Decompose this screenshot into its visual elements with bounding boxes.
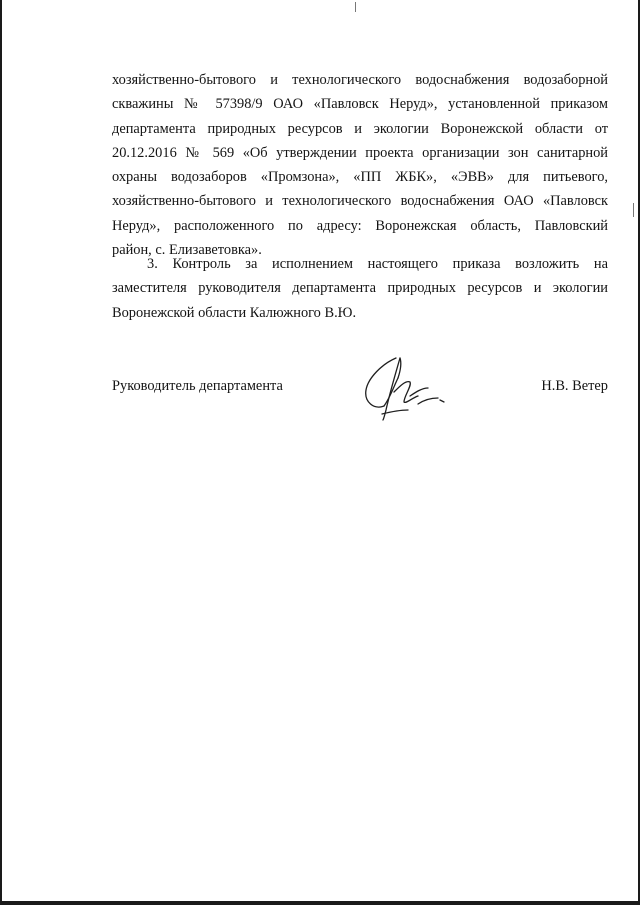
paragraph-line: хозяйственно-бытового и технологического водоснабжения ОАО «Павловск (112, 193, 608, 210)
paragraph-continuation (112, 68, 608, 262)
handwritten-signature (360, 352, 460, 424)
scan-edge-bottom (0, 901, 640, 905)
paragraph-line: департамента природных ресурсов и экологии Воронежской области от (112, 120, 608, 137)
paragraph-line: скважины № 57398/9 ОАО «Павловск Неруд», установленной приказом (112, 96, 608, 113)
paragraph-line: заместителя руководителя департамента природных ресурсов и экологии (112, 280, 608, 297)
paragraph-line: Воронежской области Калюжного В.Ю. (112, 304, 357, 321)
scan-edge-left (0, 0, 2, 905)
paragraph-line: район, с. Елизаветовка». (112, 242, 262, 259)
paragraph-line: 20.12.2016 № 569 «Об утверждении проекта организации зон санитарной (112, 144, 608, 161)
paragraph-line: Неруд», расположенного по адресу: Воронежская область, Павловский (112, 217, 608, 234)
paragraph-line: хозяйственно-бытового и технологического водоснабжения водозаборной (112, 72, 608, 88)
scan-speck (355, 2, 356, 12)
scan-speck (633, 203, 634, 217)
paragraph-line: охраны водозаборов «Промзона», «ПП ЖБК», «ЭВВ» для питьевого, (112, 169, 608, 186)
signatory-name: Н.В. Ветер (541, 378, 608, 394)
signatory-title: Руководитель департамента (112, 378, 283, 394)
paragraph-item-3 (112, 252, 608, 325)
paragraph-line: 3. Контроль за исполнением настоящего приказа возложить на (147, 256, 608, 272)
